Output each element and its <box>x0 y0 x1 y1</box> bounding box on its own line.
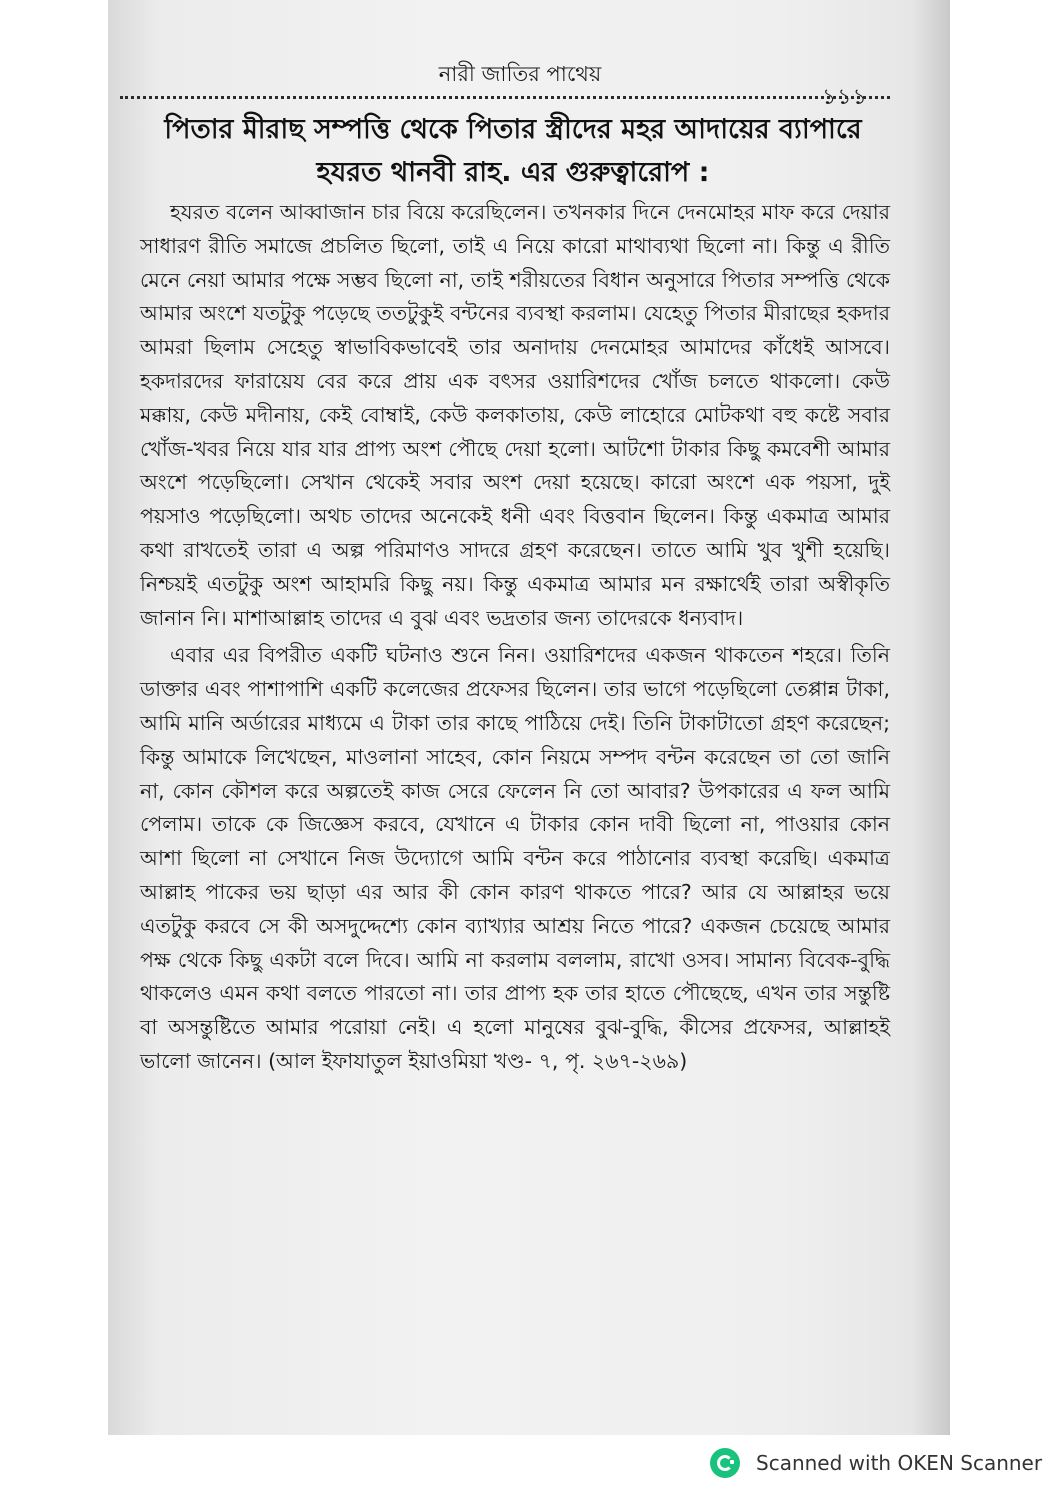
paragraph: হযরত বলেন আব্বাজান চার বিয়ে করেছিলেন। তখনকার দিনে দেনমোহর মাফ করে দেয়ার সাধারণ রীতি সমাজে প্রচলিত ছিলো, তাই এ নিয়ে কারো মাথাব্যথা ছিলো না। কিন্তু এ রীতি মেনে নেয়া আমার পক্ষে সম্ভব ছিলো না, তাই শরীয়তের বিধান অনুসারে পিতার সম্পত্তি থেকে আমার অংশে যতটুকু পড়েছে ততটুকুই বন্টনের ব্যবস্থা করলাম। যেহেতু পিতার মীরাছের হকদার আমরা ছিলাম সেহেতু স্বাভাবিকভাবেই তার অনাদায় দেনমোহর আমাদের কাঁধেই আসবে। হকদারদের ফারায়েয বের করে প্রায় এক বৎসর ওয়ারিশদের খোঁজ চলতে থাকলো। কেউ মক্কায়, কেউ মদীনায়, কেই বোম্বাই, কেউ কলকাতায়, কেউ লাহোরে মোটকথা বহু কষ্টে সবার খোঁজ-খবর নিয়ে যার যার প্রাপ্য অংশ পৌছে দেয়া হলো। আটশো টাকার কিছু কমবেশী আমার অংশে পড়েছিলো। সেখান থেকেই সবার অংশ দেয়া হয়েছে। কারো অংশে এক পয়সা, দুই পয়সাও পড়েছিলো। অথচ তাদের অনেকেই ধনী এবং বিত্তবান ছিলেন। কিন্তু একমাত্র আমার কথা রাখতেই তারা এ অল্প পরিমাণও সাদরে গ্রহণ করেছেন। তাতে আমি খুব খুশী হয়েছি। নিশ্চয়ই এতটুকু অংশ আহামরি কিছু নয়। কিন্তু একমাত্র আমার মন রক্ষার্থেই তারা অস্বীকৃতি জানান নি। মাশাআল্লাহ তাদের এ বুঝ এবং ভদ্রতার জন্য তাদেরকে ধন্যবাদ। <box>140 200 890 630</box>
section-heading: পিতার মীরাছ সম্পত্তি থেকে পিতার স্ত্রীদের মহর আদায়ের ব্যাপারে হযরত থানবী রাহ. এর গুরুত্বারোপ : <box>164 114 862 188</box>
paragraph-text: এবার এর বিপরীত একটি ঘটনাও শুনে নিন। ওয়ারিশদের একজন থাকতেন শহরে। তিনি ডাক্তার এবং পাশাপাশি একটি কলেজের প্রফেসর ছিলেন। তার ভাগে পড়েছিলো তেপ্পান্ন টাকা, আমি মানি অর্ডারের মাধ্যমে এ টাকা তার কাছে পাঠিয়ে দেই। তিনি টাকাটাতো গ্রহণ করেছেন; কিন্তু আমাকে লিখেছেন, মাওলানা সাহেব, কোন নিয়মে সম্পদ বন্টন করেছেন তা তো জানি না, কোন কৌশল করে অল্পতেই কাজ সেরে ফেলেন নি তো আবার? উপকারের এ ফল আমি পেলাম। তাকে কে জিজ্ঞেস করবে, যেখানে এ টাকার কোন দাবী ছিলো না, পাওয়ার কোন আশা ছিলো না সেখানে নিজ উদ্যোগে আমি বন্টন করে পাঠানোর ব্যবস্থা করেছি। একমাত্র আল্লাহ পাকের ভয় ছাড়া এর আর কী কোন কারণ থাকতে পারে? আর যে আল্লাহর ভয়ে এতটুকু করবে সে কী অসদুদ্দেশ্যে কোন ব্যাখ্যার আশ্রয় নিতে পারে? একজন চেয়েছে আমার পক্ষ থেকে কিছু একটা বলে দিবে। আমি না করলাম বললাম, রাখো ওসব। সামান্য বিবেক-বুদ্ধি থাকলেও এমন কথা বলতে পারতো না। তার প্রাপ্য হক তার হাতে পৌছেছে, এখন তার সন্তুষ্টি বা অসন্তুষ্টিতে আমার পরোয়া নেই। এ হলো মানুষের বুঝ-বুদ্ধি, কীসের প্রফেসর, আল্লাহই ভালো জানেন। <box>140 643 890 1073</box>
body-text <box>140 196 890 1079</box>
paragraph <box>140 639 890 1078</box>
page-edge-shadow <box>912 0 950 1435</box>
scanned-page <box>108 0 950 1435</box>
running-title: নারী জাতির পাথেয় <box>438 62 602 86</box>
scanner-label: Scanned with OKEN Scanner <box>756 1451 1043 1475</box>
page-number: ১১১ <box>822 85 868 110</box>
citation: (আল ইফাযাতুল ইয়াওমিয়া খণ্ড- ৭, পৃ. ২৬৭-২৬৯) <box>268 1048 688 1073</box>
oken-scanner-logo-icon <box>710 1448 740 1478</box>
header-dotted-rule <box>120 96 890 99</box>
scanner-watermark <box>710 1448 1042 1478</box>
